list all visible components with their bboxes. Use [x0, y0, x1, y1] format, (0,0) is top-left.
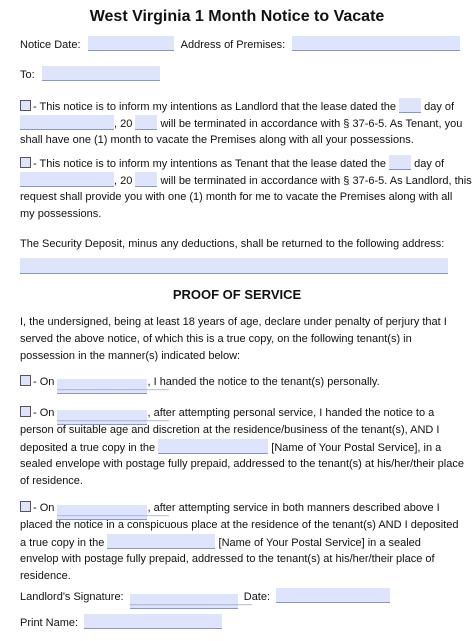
signature-date-label: Date: [243, 591, 271, 603]
tenant-comma20: , 20 [114, 175, 133, 187]
landlord-option-row1 [20, 98, 454, 116]
proof-option2-date-field[interactable]: ____________________ [57, 410, 147, 425]
address-label: Address of Premises: [180, 39, 286, 51]
landlord-option-row2 [20, 115, 462, 133]
landlord-text2: will be terminated in accordance with § 37-6-5. As Tenant, you [160, 118, 463, 130]
signature-date-field[interactable] [276, 588, 390, 603]
to-field[interactable] [42, 66, 160, 81]
signature-row [20, 588, 390, 609]
proof-option2-text-b: person of suitable age and discretion at the residence/business of the tenant(s), AND I [20, 424, 440, 436]
proof-option1 [20, 374, 380, 394]
tenant-day-of: day of [414, 158, 445, 170]
print-name-label: Print Name: [20, 617, 79, 629]
deposit-text: The Security Deposit, minus any deductions, shall be returned to the following address: [20, 238, 445, 250]
proof-option1-checkbox[interactable] [20, 375, 31, 386]
proof-option3-postal-field[interactable] [107, 534, 215, 549]
landlord-checkbox[interactable] [20, 100, 31, 111]
address-field[interactable] [292, 36, 460, 51]
tenant-text4: my possessions. [20, 208, 102, 220]
to-label: To: [20, 69, 35, 81]
header-row [20, 36, 460, 54]
tenant-day-field[interactable] [389, 155, 411, 170]
proof-intro: I, the undersigned, being at least 18 years of age, declare under penalty of perjury that I served the above notice, of which this is a true copy, on the following tenant(s) in possession in the manner(s) indicated below: [20, 316, 447, 362]
proof-option3-text-b: placed the notice in a conspicuous place at the residence of the tenant(s) AND I deposited [20, 519, 459, 531]
landlord-year-field[interactable] [135, 115, 157, 130]
deposit-address-field[interactable] [20, 258, 448, 274]
tenant-text3: request shall provide you with one (1) month for me to vacate the Premises along with all [20, 191, 453, 203]
proof-option3-text-e: envelop with postage fully prepaid, addressed to the tenant(s) at his/her/their place of [20, 553, 435, 565]
signature-label: Landlord's Signature: [20, 591, 124, 603]
to-row [20, 66, 160, 84]
proof-option2-text-a: , after attempting personal service, I handed the notice to a [147, 407, 435, 419]
proof-option2-text-d: [Name of Your Postal Service], in a [271, 442, 442, 454]
landlord-text3: shall have one (1) month to vacate the Premises along with all your possessions. [20, 134, 414, 146]
print-name-row [20, 614, 222, 632]
proof-option2-postal-field[interactable] [158, 439, 268, 454]
landlord-comma20: , 20 [114, 118, 133, 130]
tenant-option-row1 [20, 155, 444, 173]
proof-option2-text-c: deposited a true copy in the [20, 442, 156, 454]
proof-option3-date-field[interactable]: ____________________ [57, 505, 147, 520]
proof-option3-text-d: [Name of Your Postal Service] in a sealed [218, 537, 421, 549]
landlord-month-field[interactable] [20, 115, 114, 130]
tenant-text1: - This notice is to inform my intentions as Tenant that the lease dated the [33, 158, 387, 170]
proof-option2-text-e: sealed envelope with postage fully prepaid, addressed to the tenant(s) at his/her/their place [20, 458, 464, 470]
proof-heading: PROOF OF SERVICE [172, 287, 302, 302]
proof-on-label: - On [33, 407, 55, 419]
proof-option1-text: , I handed the notice to the tenant(s) personally. [147, 376, 380, 388]
document-title: West Virginia 1 Month Notice to Vacate [89, 8, 385, 25]
landlord-day-of: day of [424, 101, 455, 113]
proof-option2-row3 [20, 439, 441, 457]
tenant-year-field[interactable] [135, 172, 157, 187]
signature-field[interactable]: ______________________ [130, 594, 238, 609]
proof-option3-checkbox[interactable] [20, 501, 31, 512]
proof-option2-text-f: of residence. [20, 475, 83, 487]
proof-on-label: - On [33, 376, 55, 388]
notice-date-field[interactable] [88, 36, 174, 51]
tenant-text2: will be terminated in accordance with § 37-6-5. As Landlord, this [160, 175, 472, 187]
landlord-day-field[interactable] [399, 98, 421, 113]
landlord-text1: - This notice is to inform my intentions as Landlord that the lease dated the [33, 101, 396, 113]
proof-on-label: - On [33, 502, 55, 514]
proof-option3-row3 [20, 534, 421, 552]
notice-date-label: Notice Date: [20, 39, 81, 51]
proof-option3-text-c: a true copy in the [20, 537, 105, 549]
tenant-option-row2 [20, 172, 472, 190]
tenant-month-field[interactable] [20, 172, 114, 187]
print-name-field[interactable] [84, 614, 222, 629]
tenant-checkbox[interactable] [20, 157, 31, 168]
proof-option1-date-field[interactable]: ____________________ [57, 379, 147, 394]
proof-option2-checkbox[interactable] [20, 406, 31, 417]
proof-option3-text-f: residence. [20, 570, 71, 582]
proof-option3-text-a: , after attempting service in both manners described above I [147, 502, 440, 514]
